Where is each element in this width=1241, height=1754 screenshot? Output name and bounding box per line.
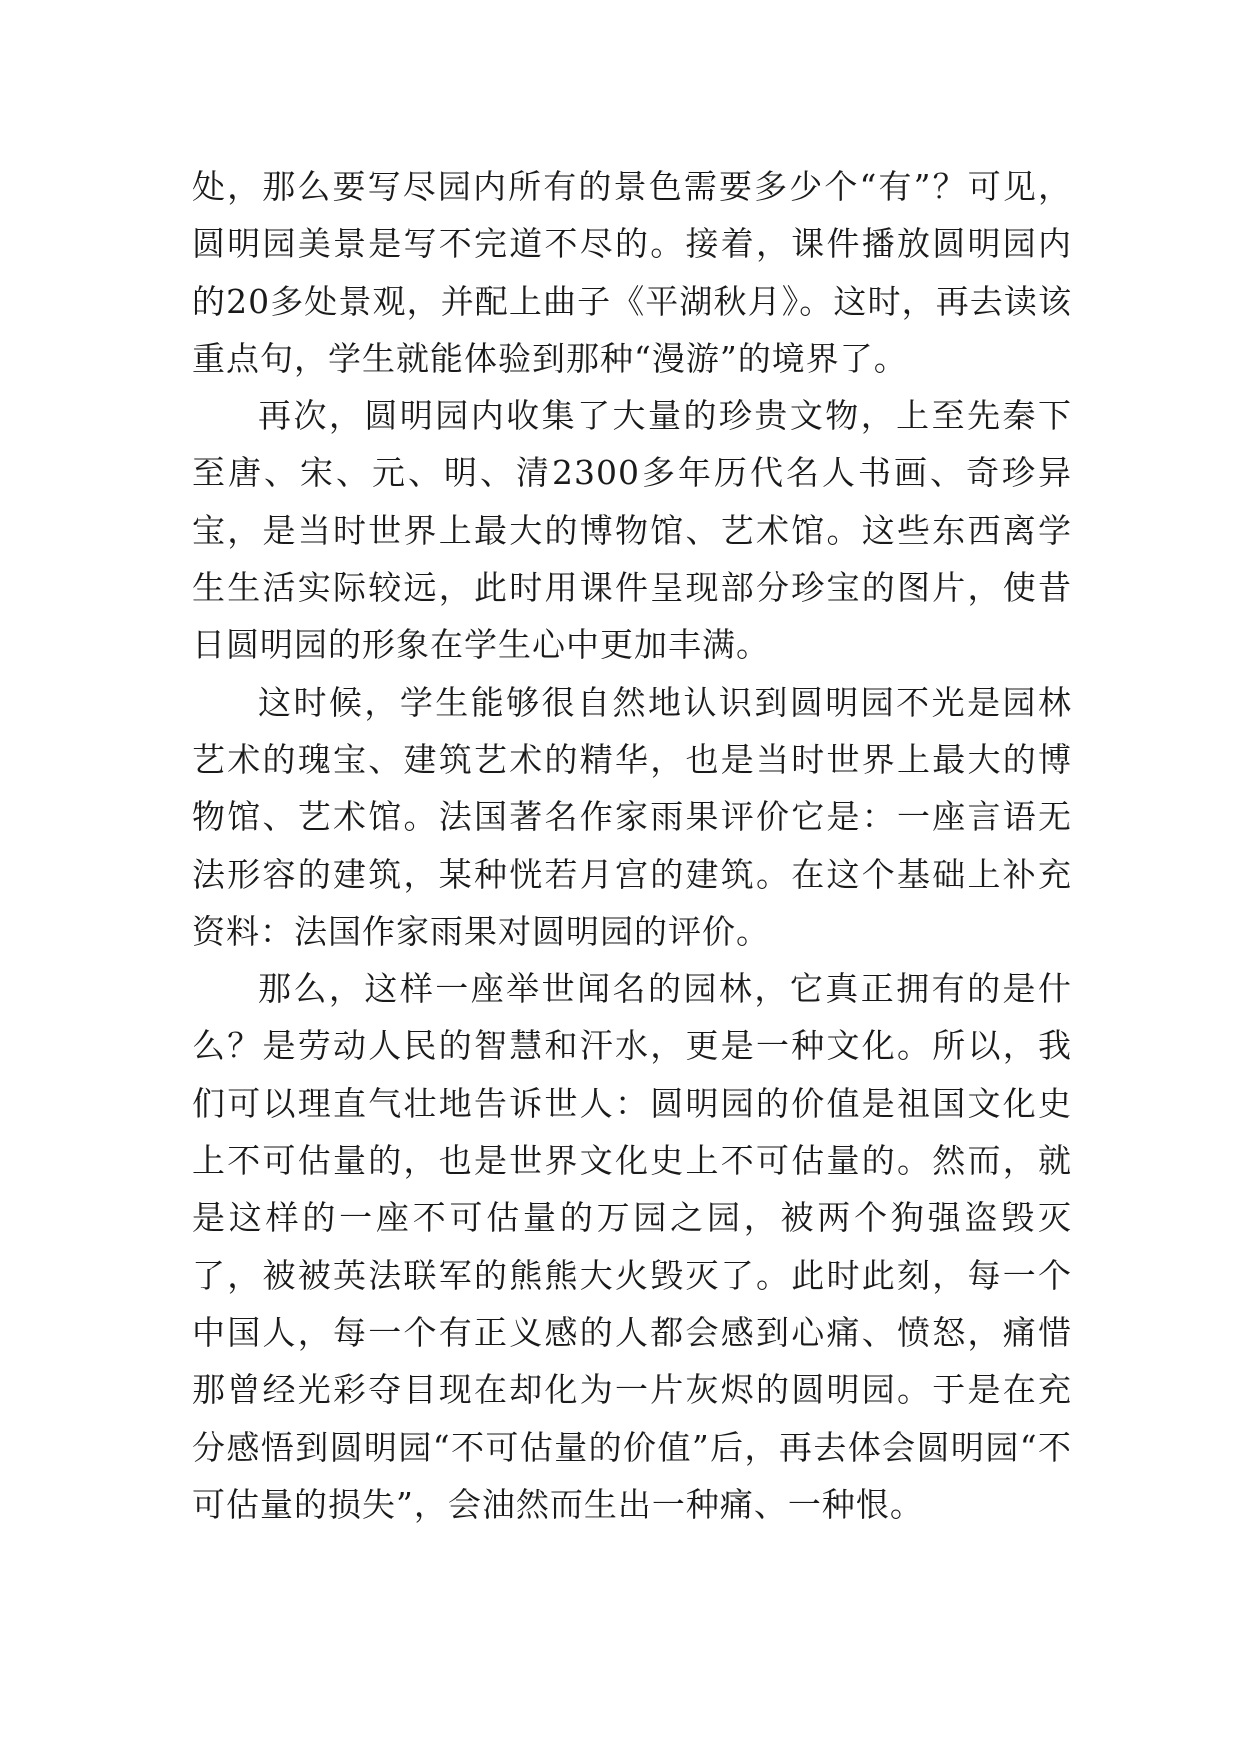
- paragraph-1: 处，那么要写尽园内所有的景色需要多少个“有”？可见，圆明园美景是写不完道不尽的。接着，课件播放圆明园内的20多处景观，并配上曲子《平湖秋月》。这时，再去读该重点句，学生就能体验到那种“漫游”的境界了。: [192, 167, 1072, 378]
- paragraph-2: 再次，圆明园内收集了大量的珍贵文物，上至先秦下至唐、宋、元、明、清2300多年历代名人书画、奇珍异宝，是当时世界上最大的博物馆、艺术馆。这些东西离学生生活实际较远，此时用课件呈现部分珍宝的图片，使昔日圆明园的形象在学生心中更加丰满。: [192, 396, 1072, 665]
- paragraph-3: 这时候，学生能够很自然地认识到圆明园不光是园林艺术的瑰宝、建筑艺术的精华，也是当时世界上最大的博物馆、艺术馆。法国著名作家雨果评价它是：一座言语无法形容的建筑，某种恍若月宫的建筑。在这个基础上补充资料：法国作家雨果对圆明园的评价。: [192, 682, 1072, 951]
- paragraph-4: 那么，这样一座举世闻名的园林，它真正拥有的是什么？是劳动人民的智慧和汗水，更是一种文化。所以，我们可以理直气壮地告诉世人：圆明园的价值是祖国文化史上不可估量的，也是世界文化史上不可估量的。然而，就是这样的一座不可估量的万园之园，被两个狗强盗毁灭了，被被英法联军的熊熊大火毁灭了。此时此刻，每一个中国人，每一个有正义感的人都会感到心痛、愤怒，痛惜那曾经光彩夺目现在却化为一片灰烬的圆明园。于是在充分感悟到圆明园“不可估量的价值”后，再去体会圆明园“不可估量的损失”，会油然而生出一种痛、一种恨。: [192, 969, 1072, 1524]
- document-body: [192, 158, 1072, 1533]
